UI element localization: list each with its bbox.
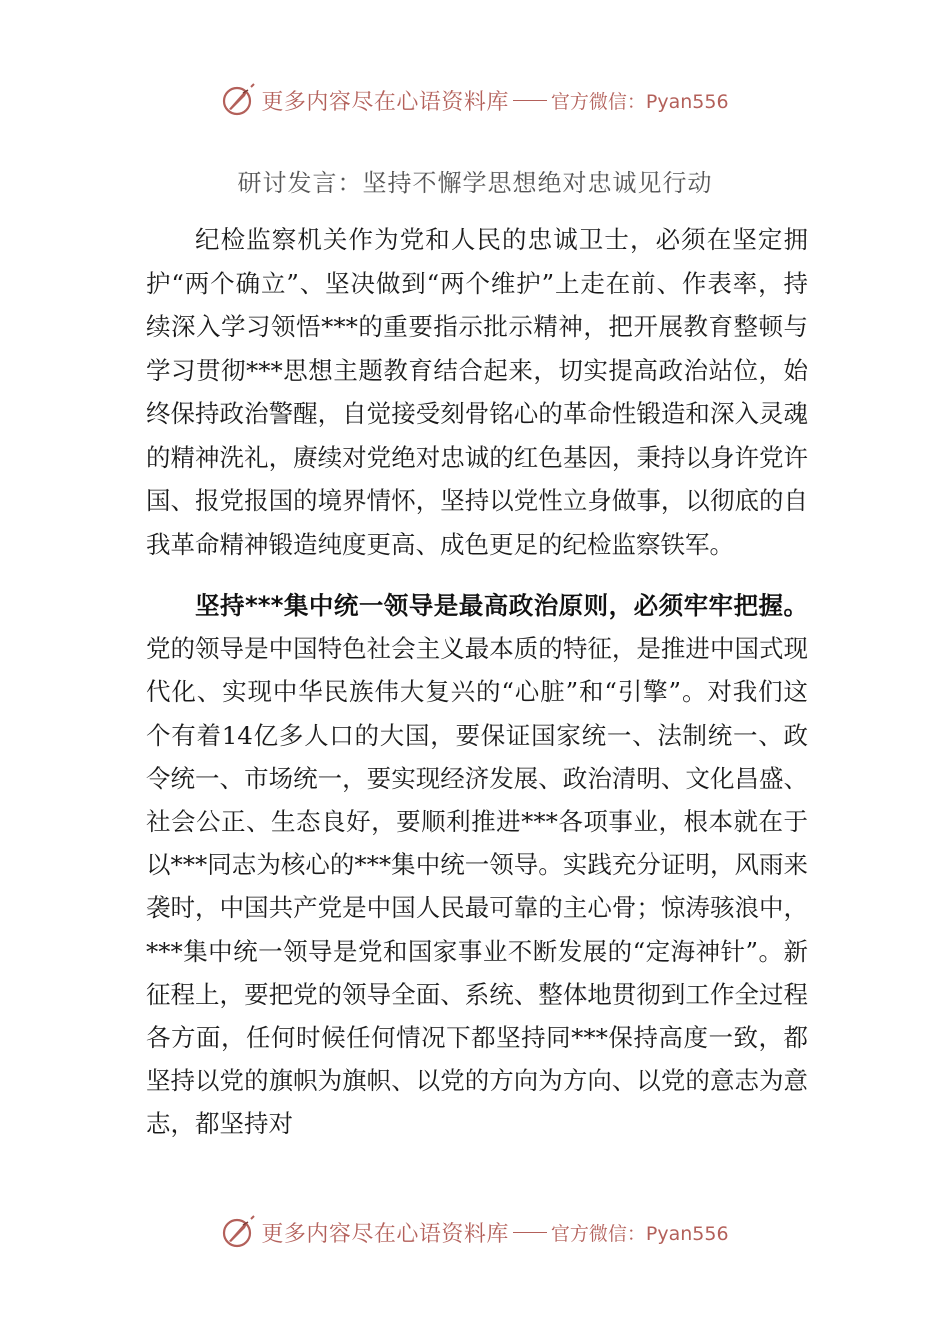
banner-main-text: 更多内容尽在心语资料库 xyxy=(261,89,509,115)
footer-watermark-banner xyxy=(0,1212,950,1252)
banner-dash xyxy=(513,100,547,101)
header-watermark-banner xyxy=(0,80,950,120)
pen-nib-icon xyxy=(221,82,257,118)
pen-nib-icon xyxy=(221,1214,257,1250)
paragraph-2-lead: 坚持***集中统一领导是最高政治原则，必须牢牢把握。 xyxy=(195,591,808,620)
banner-sub-text: 官方微信：Pyan556 xyxy=(550,90,729,113)
document-title: 研讨发言：坚持不懈学思想绝对忠诚见行动 xyxy=(237,169,713,197)
paragraph-2-body: 党的领导是中国特色社会主义最本质的特征，是推进中国式现代化、实现中华民族伟大复兴的“心脏”和“引擎”。对我们这个有着14亿多人口的大国，要保证国家统一、法制统一、政令统一、市场统一，要实现经济发展、政治清明、文化昌盛、社会公正、生态良好，要顺利推进***各项事业，根本就在于以***同志为核心的***集中统一领导。实践充分证明，风雨来袭时，中国共产党是中国人民最可靠的主心骨；惊涛骇浪中，***集中统一领导是党和国家事业不断发展的“定海神针”。新征程上，要把党的领导全面、系统、整体地贯彻到工作全过程各方面，任何时候任何情况下都坚持同***保持高度一致，都坚持以党的旗帜为旗帜、以党的方向为方向、以党的意志为意志，都坚持对 xyxy=(146,634,808,1139)
banner-main-text: 更多内容尽在心语资料库 xyxy=(261,1221,509,1247)
document-body xyxy=(146,218,808,1146)
banner-sub-text: 官方微信：Pyan556 xyxy=(550,1222,729,1245)
banner-dash xyxy=(513,1232,547,1233)
paragraph-2 xyxy=(146,584,808,1146)
paragraph-1: 纪检监察机关作为党和人民的忠诚卫士，必须在坚定拥护“两个确立”、坚决做到“两个维护”上走在前、作表率，持续深入学习领悟***的重要指示批示精神，把开展教育整顿与学习贯彻***思想主题教育结合起来，切实提高政治站位，始终保持政治警醒，自觉接受刻骨铭心的革命性锻造和深入灵魂的精神洗礼，赓续对党绝对忠诚的红色基因，秉持以身许党许国、报党报国的境界情怀，坚持以党性立身做事，以彻底的自我革命精神锻造纯度更高、成色更足的纪检监察铁军。 xyxy=(146,225,808,559)
